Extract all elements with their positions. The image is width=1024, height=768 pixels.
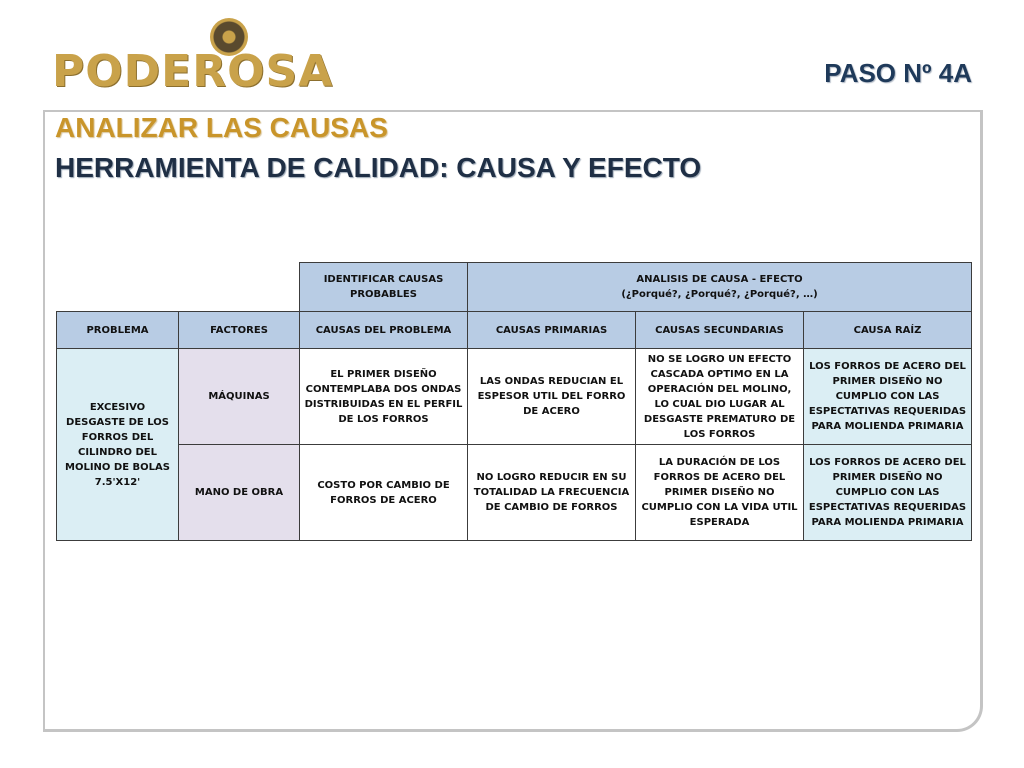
step-label: PASO Nº 4A	[824, 58, 972, 88]
col-header-secondary: CAUSAS SECUNDARIAS	[636, 312, 804, 349]
analysis-header-line2: (¿Porqué?, ¿Porqué?, ¿Porqué?, …)	[621, 289, 818, 300]
cause-cell: EL PRIMER DISEÑO CONTEMPLABA DOS ONDAS DISTRIBUIDAS EN EL PERFIL DE LOS FORROS	[300, 349, 468, 445]
table-row	[57, 349, 972, 445]
root-cause-cell: LOS FORROS DE ACERO DEL PRIMER DISEÑO NO CUMPLIO CON LAS ESPECTATIVAS REQUERIDAS PARA MOLIENDA PRIMARIA	[804, 445, 972, 541]
cause-effect-table	[56, 262, 972, 541]
secondary-cause-cell: NO SE LOGRO UN EFECTO CASCADA OPTIMO EN LA OPERACIÓN DEL MOLINO, LO CUAL DIO LUGAR AL DESGASTE PREMATURO DE LOS FORROS	[636, 349, 804, 445]
analysis-header-line1: ANALISIS DE CAUSA - EFECTO	[636, 274, 803, 285]
problem-cell: EXCESIVO DESGASTE DE LOS FORROS DEL CILINDRO DEL MOLINO DE BOLAS 7.5'X12'	[57, 349, 179, 541]
col-header-primary: CAUSAS PRIMARIAS	[468, 312, 636, 349]
factor-cell: MANO DE OBRA	[179, 445, 300, 541]
identify-causes-header: IDENTIFICAR CAUSAS PROBABLES	[300, 263, 468, 312]
logo-text: PODEROSA	[52, 46, 334, 97]
cause-effect-analysis-header	[468, 263, 972, 312]
factor-cell: MÁQUINAS	[179, 349, 300, 445]
col-header-problem: PROBLEMA	[57, 312, 179, 349]
table-row	[57, 445, 972, 541]
primary-cause-cell: NO LOGRO REDUCIR EN SU TOTALIDAD LA FRECUENCIA DE CAMBIO DE FORROS	[468, 445, 636, 541]
primary-cause-cell: LAS ONDAS REDUCIAN EL ESPESOR UTIL DEL FORRO DE ACERO	[468, 349, 636, 445]
col-header-causes: CAUSAS DEL PROBLEMA	[300, 312, 468, 349]
secondary-cause-cell: LA DURACIÓN DE LOS FORROS DE ACERO DEL PRIMER DISEÑO NO CUMPLIO CON LA VIDA UTIL ESPERADA	[636, 445, 804, 541]
col-header-root: CAUSA RAÍZ	[804, 312, 972, 349]
poderosa-logo	[52, 18, 334, 97]
col-header-factors: FACTORES	[179, 312, 300, 349]
tool-title: HERRAMIENTA DE CALIDAD: CAUSA Y EFECTO	[55, 152, 702, 183]
cause-cell: COSTO POR CAMBIO DE FORROS DE ACERO	[300, 445, 468, 541]
empty-corner	[57, 263, 300, 312]
section-title: ANALIZAR LAS CAUSAS	[55, 112, 388, 143]
root-cause-cell: LOS FORROS DE ACERO DEL PRIMER DISEÑO NO CUMPLIO CON LAS ESPECTATIVAS REQUERIDAS PARA MOLIENDA PRIMARIA	[804, 349, 972, 445]
